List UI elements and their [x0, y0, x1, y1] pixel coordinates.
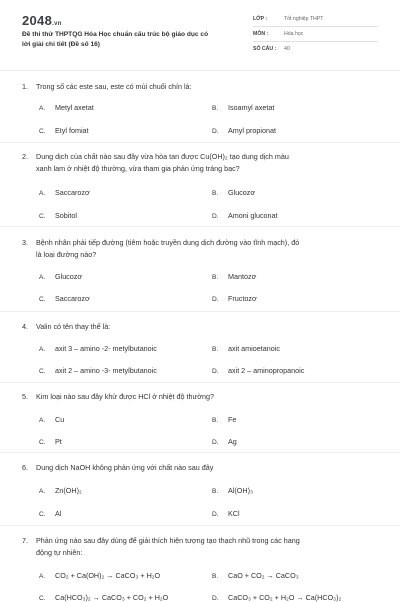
question-line: Dung dịch NaOH không phản ứng với chất nào sau đây	[36, 463, 214, 472]
option-text: Saccarozơ	[55, 294, 90, 303]
option-letter: B.	[212, 417, 219, 424]
option-text: Glucozơ	[228, 188, 256, 197]
question-separator	[0, 525, 400, 526]
question-number: 2.	[22, 152, 28, 161]
option-b[interactable]	[212, 272, 256, 281]
option-b[interactable]	[212, 344, 280, 353]
option-text: Glucozơ	[55, 272, 83, 281]
question-line: Trong số các este sau, este có mùi chuối chín là:	[36, 82, 192, 91]
option-text: Amyl propionat	[228, 126, 276, 135]
question-number: 7.	[22, 536, 28, 545]
question-line: Valin có tên thay thế là:	[36, 322, 111, 331]
option-text: Fructozơ	[228, 294, 257, 303]
option-text: Pt	[55, 437, 62, 446]
question-number: 5.	[22, 392, 28, 401]
option-d[interactable]	[212, 593, 341, 602]
option-text: KCl	[228, 509, 240, 518]
option-letter: C.	[39, 128, 46, 135]
option-c[interactable]	[39, 593, 168, 602]
option-a[interactable]	[39, 103, 94, 112]
option-a[interactable]	[39, 272, 82, 281]
question-separator	[0, 142, 400, 143]
question-text	[22, 81, 362, 93]
option-letter: A.	[39, 274, 46, 281]
question-text	[22, 535, 362, 558]
question-separator	[0, 226, 400, 227]
option-letter: C.	[39, 213, 46, 220]
site-logo[interactable]: 2048.vn	[22, 13, 62, 28]
meta-value: 40	[284, 46, 290, 52]
question-line: Dung dịch của chất nào sau đây vừa hòa tan được Cu(OH)₂ tạo dung dịch màu	[36, 152, 289, 161]
option-letter: B.	[212, 105, 219, 112]
meta-row-class	[253, 13, 378, 27]
question-separator	[0, 311, 400, 312]
option-c[interactable]	[39, 366, 157, 375]
question-number: 4.	[22, 322, 28, 331]
option-text: axit 2 – amino -3- metylbutanoic	[55, 366, 157, 375]
option-d[interactable]	[212, 509, 240, 518]
option-c[interactable]	[39, 437, 62, 446]
option-letter: C.	[39, 595, 46, 602]
option-letter: D.	[212, 213, 219, 220]
option-text: CaO + CO₂ → CaCO₃	[228, 571, 299, 580]
option-text: Al(OH)₃	[228, 486, 253, 495]
question-line: Phản ứng nào sau đây dùng để giải thích hiện tượng tạo thạch nhũ trong các hang	[36, 536, 300, 545]
option-letter: C.	[39, 368, 46, 375]
option-d[interactable]	[212, 366, 304, 375]
document-header	[0, 0, 400, 68]
meta-row-subject	[253, 28, 378, 42]
document-title	[22, 30, 232, 50]
option-text: Sobitol	[55, 211, 77, 220]
question-text	[22, 321, 362, 333]
option-letter: D.	[212, 511, 219, 518]
question-text	[22, 237, 362, 260]
option-letter: C.	[39, 439, 46, 446]
question-line: Kim loại nào sau đây khử được HCl ở nhiệt độ thường?	[36, 392, 215, 401]
question-text	[22, 391, 362, 403]
option-text: CaCO₃ + CO₂ + H₂O → Ca(HCO₃)₂	[228, 593, 342, 602]
option-text: Fe	[228, 415, 237, 424]
meta-row-count	[253, 43, 378, 56]
option-letter: A.	[39, 105, 46, 112]
question-separator	[0, 382, 400, 383]
meta-key: LỚP :	[253, 16, 268, 22]
option-text: CO₂ + Ca(OH)₂ → CaCO₃ + H₂O	[55, 571, 161, 580]
option-b[interactable]	[212, 415, 236, 424]
option-b[interactable]	[212, 571, 299, 580]
option-text: axit amioetanoic	[228, 344, 280, 353]
option-text: Saccarozơ	[55, 188, 90, 197]
meta-key: MÔN :	[253, 31, 269, 37]
option-letter: B.	[212, 573, 219, 580]
option-a[interactable]	[39, 486, 82, 495]
option-text: Metyl axetat	[55, 103, 94, 112]
option-text: axit 3 – amino -2- metylbutanoic	[55, 344, 157, 353]
question-text	[22, 462, 362, 474]
question-line: là loại đường nào?	[36, 249, 97, 259]
option-letter: A.	[39, 346, 46, 353]
option-text: Cu	[55, 415, 65, 424]
option-letter: C.	[39, 511, 46, 518]
question-text	[22, 151, 362, 174]
meta-value: Tốt nghiệp THPT	[284, 16, 324, 22]
option-d[interactable]	[212, 126, 276, 135]
question-line: xanh lam ở nhiệt độ thường, vừa tham gia phản ứng tráng bạc?	[36, 163, 240, 173]
option-c[interactable]	[39, 509, 61, 518]
meta-value: Hóa học	[284, 31, 304, 37]
option-text: Isoamyl axetat	[228, 103, 275, 112]
question-number: 6.	[22, 463, 28, 472]
option-letter: A.	[39, 573, 46, 580]
option-letter: B.	[212, 190, 219, 197]
option-text: Zn(OH)₂	[55, 486, 82, 495]
title-line: lời giải chi tiết (Đề số 16)	[22, 41, 100, 48]
option-a[interactable]	[39, 571, 160, 580]
option-a[interactable]	[39, 415, 64, 424]
option-letter: B.	[212, 346, 219, 353]
option-letter: D.	[212, 439, 219, 446]
option-a[interactable]	[39, 188, 90, 197]
question-number: 1.	[22, 82, 28, 91]
option-text: Ca(HCO₃)₂ → CaCO₃ + CO₂ + H₂O	[55, 593, 169, 602]
option-letter: D.	[212, 368, 219, 375]
question-separator	[0, 452, 400, 453]
title-line: Đề thi thử THPTQG Hóa Học chuẩn cấu trúc bộ giáo dục có	[22, 31, 209, 38]
option-letter: B.	[212, 274, 219, 281]
option-letter: D.	[212, 595, 219, 602]
option-d[interactable]	[212, 437, 237, 446]
question-line: động tự nhiên:	[36, 547, 83, 557]
option-text: Amoni gluconat	[228, 211, 278, 220]
option-c[interactable]	[39, 294, 90, 303]
option-c[interactable]	[39, 126, 89, 135]
option-text: Etyl fomiat	[55, 126, 89, 135]
option-a[interactable]	[39, 344, 157, 353]
option-b[interactable]	[212, 188, 255, 197]
question-line: Bệnh nhân phải tiếp đường (tiêm hoặc truyền dung dịch đường vào tĩnh mạch), đó	[36, 238, 300, 247]
option-d[interactable]	[212, 211, 278, 220]
option-b[interactable]	[212, 103, 274, 112]
meta-key: SỐ CÂU :	[253, 46, 277, 52]
option-b[interactable]	[212, 486, 253, 495]
option-letter: A.	[39, 488, 46, 495]
option-letter: C.	[39, 296, 46, 303]
option-letter: A.	[39, 190, 46, 197]
option-letter: A.	[39, 417, 46, 424]
option-letter: D.	[212, 296, 219, 303]
option-text: axit 2 – aminopropanoic	[228, 366, 305, 375]
option-letter: B.	[212, 488, 219, 495]
option-text: Ag	[228, 437, 237, 446]
option-c[interactable]	[39, 211, 77, 220]
header-divider	[0, 70, 400, 71]
option-letter: D.	[212, 128, 219, 135]
option-d[interactable]	[212, 294, 257, 303]
question-number: 3.	[22, 238, 28, 247]
option-text: Mantozơ	[228, 272, 257, 281]
option-text: Al	[55, 509, 62, 518]
